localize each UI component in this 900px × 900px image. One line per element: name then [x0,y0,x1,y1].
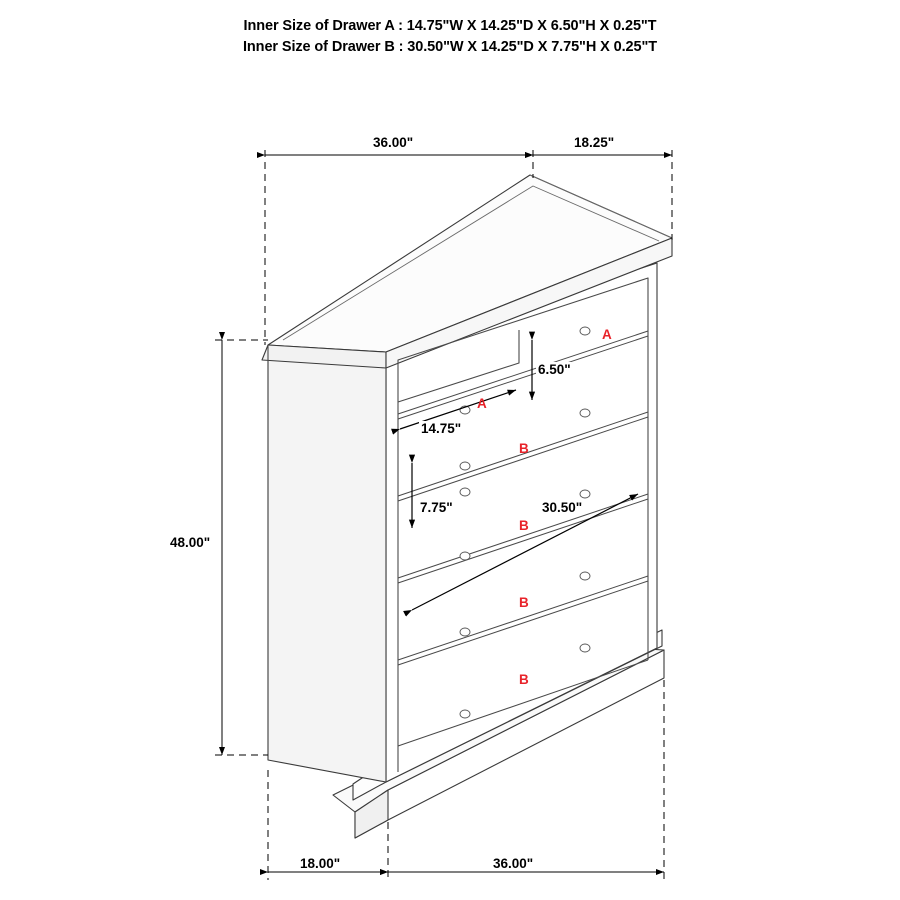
dim-top-width: 36.00" [373,135,414,150]
dim-drawer-b-height: 7.75" [420,500,453,515]
dim-bottom-depth: 18.00" [300,856,341,871]
drawer-label-a-right: A [602,327,612,342]
dim-drawer-b-width: 30.50" [542,500,583,515]
drawer-a-spec-text: Inner Size of Drawer A : 14.75"W X 14.25"D X 6.50"H X 0.25"T [243,18,657,34]
drawer-b-spec-text: Inner Size of Drawer B : 30.50"W X 14.25"D X 7.75"H X 0.25"T [243,39,657,55]
drawer-label-b-3: B [519,595,529,610]
dim-drawer-a-width: 14.75" [421,421,462,436]
product-body [262,175,672,838]
drawer-label-b-2: B [519,518,529,533]
drawer-label-b-4: B [519,672,529,687]
drawer-label-a-left: A [477,396,487,411]
dim-height: 48.00" [170,535,211,550]
dim-top-depth: 18.25" [574,135,615,150]
dim-bottom-width: 36.00" [493,856,534,871]
drawer-label-b-1: B [519,441,529,456]
dim-drawer-a-height: 6.50" [538,362,571,377]
